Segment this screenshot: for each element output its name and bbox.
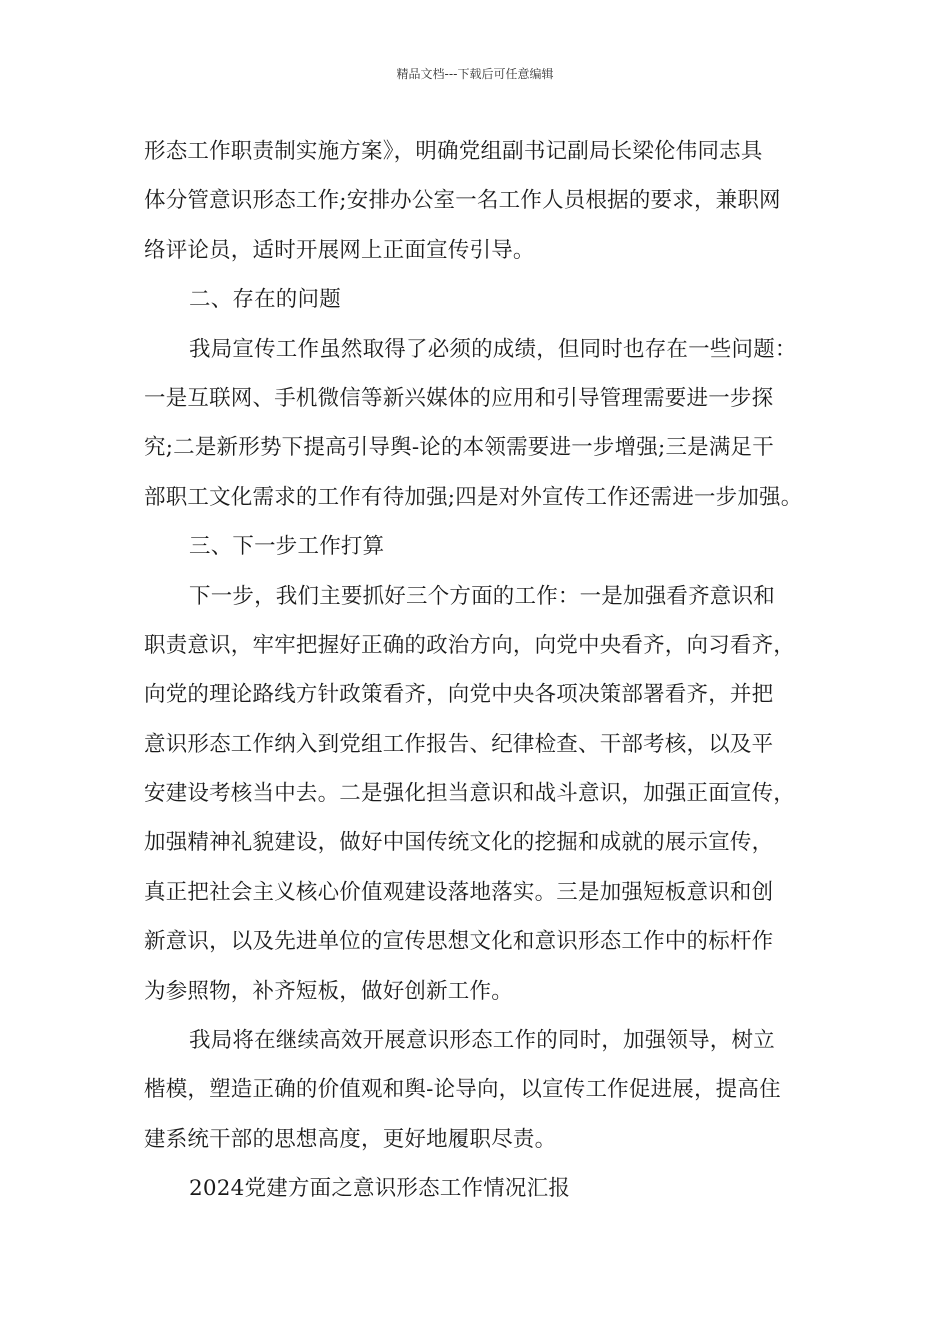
text-line: 络评论员，适时开展网上正面宣传引导。 bbox=[144, 237, 535, 263]
text-line: 我局将在继续高效开展意识形态工作的同时，加强领导，树立 bbox=[189, 1028, 775, 1054]
text-line: 为参照物，补齐短板，做好创新工作。 bbox=[144, 978, 513, 1004]
text-line: 安建设考核当中去。二是强化担当意识和战斗意识，加强正面宣传， bbox=[144, 781, 796, 807]
text-line: 形态工作职责制实施方案》，明确党组副书记副局长梁伦伟同志具 bbox=[144, 139, 763, 164]
text-line: 真正把社会主义核心价值观建设落地落实。三是加强短板意识和创 bbox=[144, 879, 774, 905]
text-line: 职责意识，牢牢把握好正确的政治方向，向党中央看齐，向习看齐， bbox=[144, 632, 796, 658]
text-line: 建系统干部的思想高度，更好地履职尽责。 bbox=[144, 1126, 557, 1152]
text-line: 楷模，塑造正确的价值观和舆-论导向，以宣传工作促进展，提高住 bbox=[144, 1077, 781, 1103]
text-line: 部职工文化需求的工作有待加强;四是对外宣传工作还需进一步加强。 bbox=[144, 484, 803, 510]
text-line: 向党的理论路线方针政策看齐，向党中央各项决策部署看齐，并把 bbox=[144, 682, 774, 708]
text-line: 加强精神礼貌建设，做好中国传统文化的挖掘和成就的展示宣传， bbox=[144, 830, 774, 856]
text-line: 三、下一步工作打算 bbox=[189, 534, 385, 560]
document-body bbox=[144, 127, 824, 1214]
text-line: 体分管意识形态工作;安排办公室一名工作人员根据的要求，兼职网 bbox=[144, 188, 781, 214]
text-line: 我局宣传工作虽然取得了必须的成绩，但同时也存在一些问题： bbox=[189, 336, 797, 362]
text-line: 新意识，以及先进单位的宣传思想文化和意识形态工作中的标杆作 bbox=[144, 929, 774, 955]
text-line: 二、存在的问题 bbox=[189, 287, 341, 313]
text-line: 2024党建方面之意识形态工作情况汇报 bbox=[189, 1176, 571, 1202]
text-line: 下一步，我们主要抓好三个方面的工作：一是加强看齐意识和 bbox=[189, 583, 775, 609]
text-line: 意识形态工作纳入到党组工作报告、纪律检查、干部考核，以及平 bbox=[144, 731, 774, 757]
text-line: 究;二是新形势下提高引导舆-论的本领需要进一步增强;三是满足干 bbox=[144, 435, 774, 461]
text-line: 一是互联网、手机微信等新兴媒体的应用和引导管理需要进一步探 bbox=[144, 385, 774, 411]
page-header: 精品文档---下载后可任意编辑 bbox=[396, 67, 554, 81]
